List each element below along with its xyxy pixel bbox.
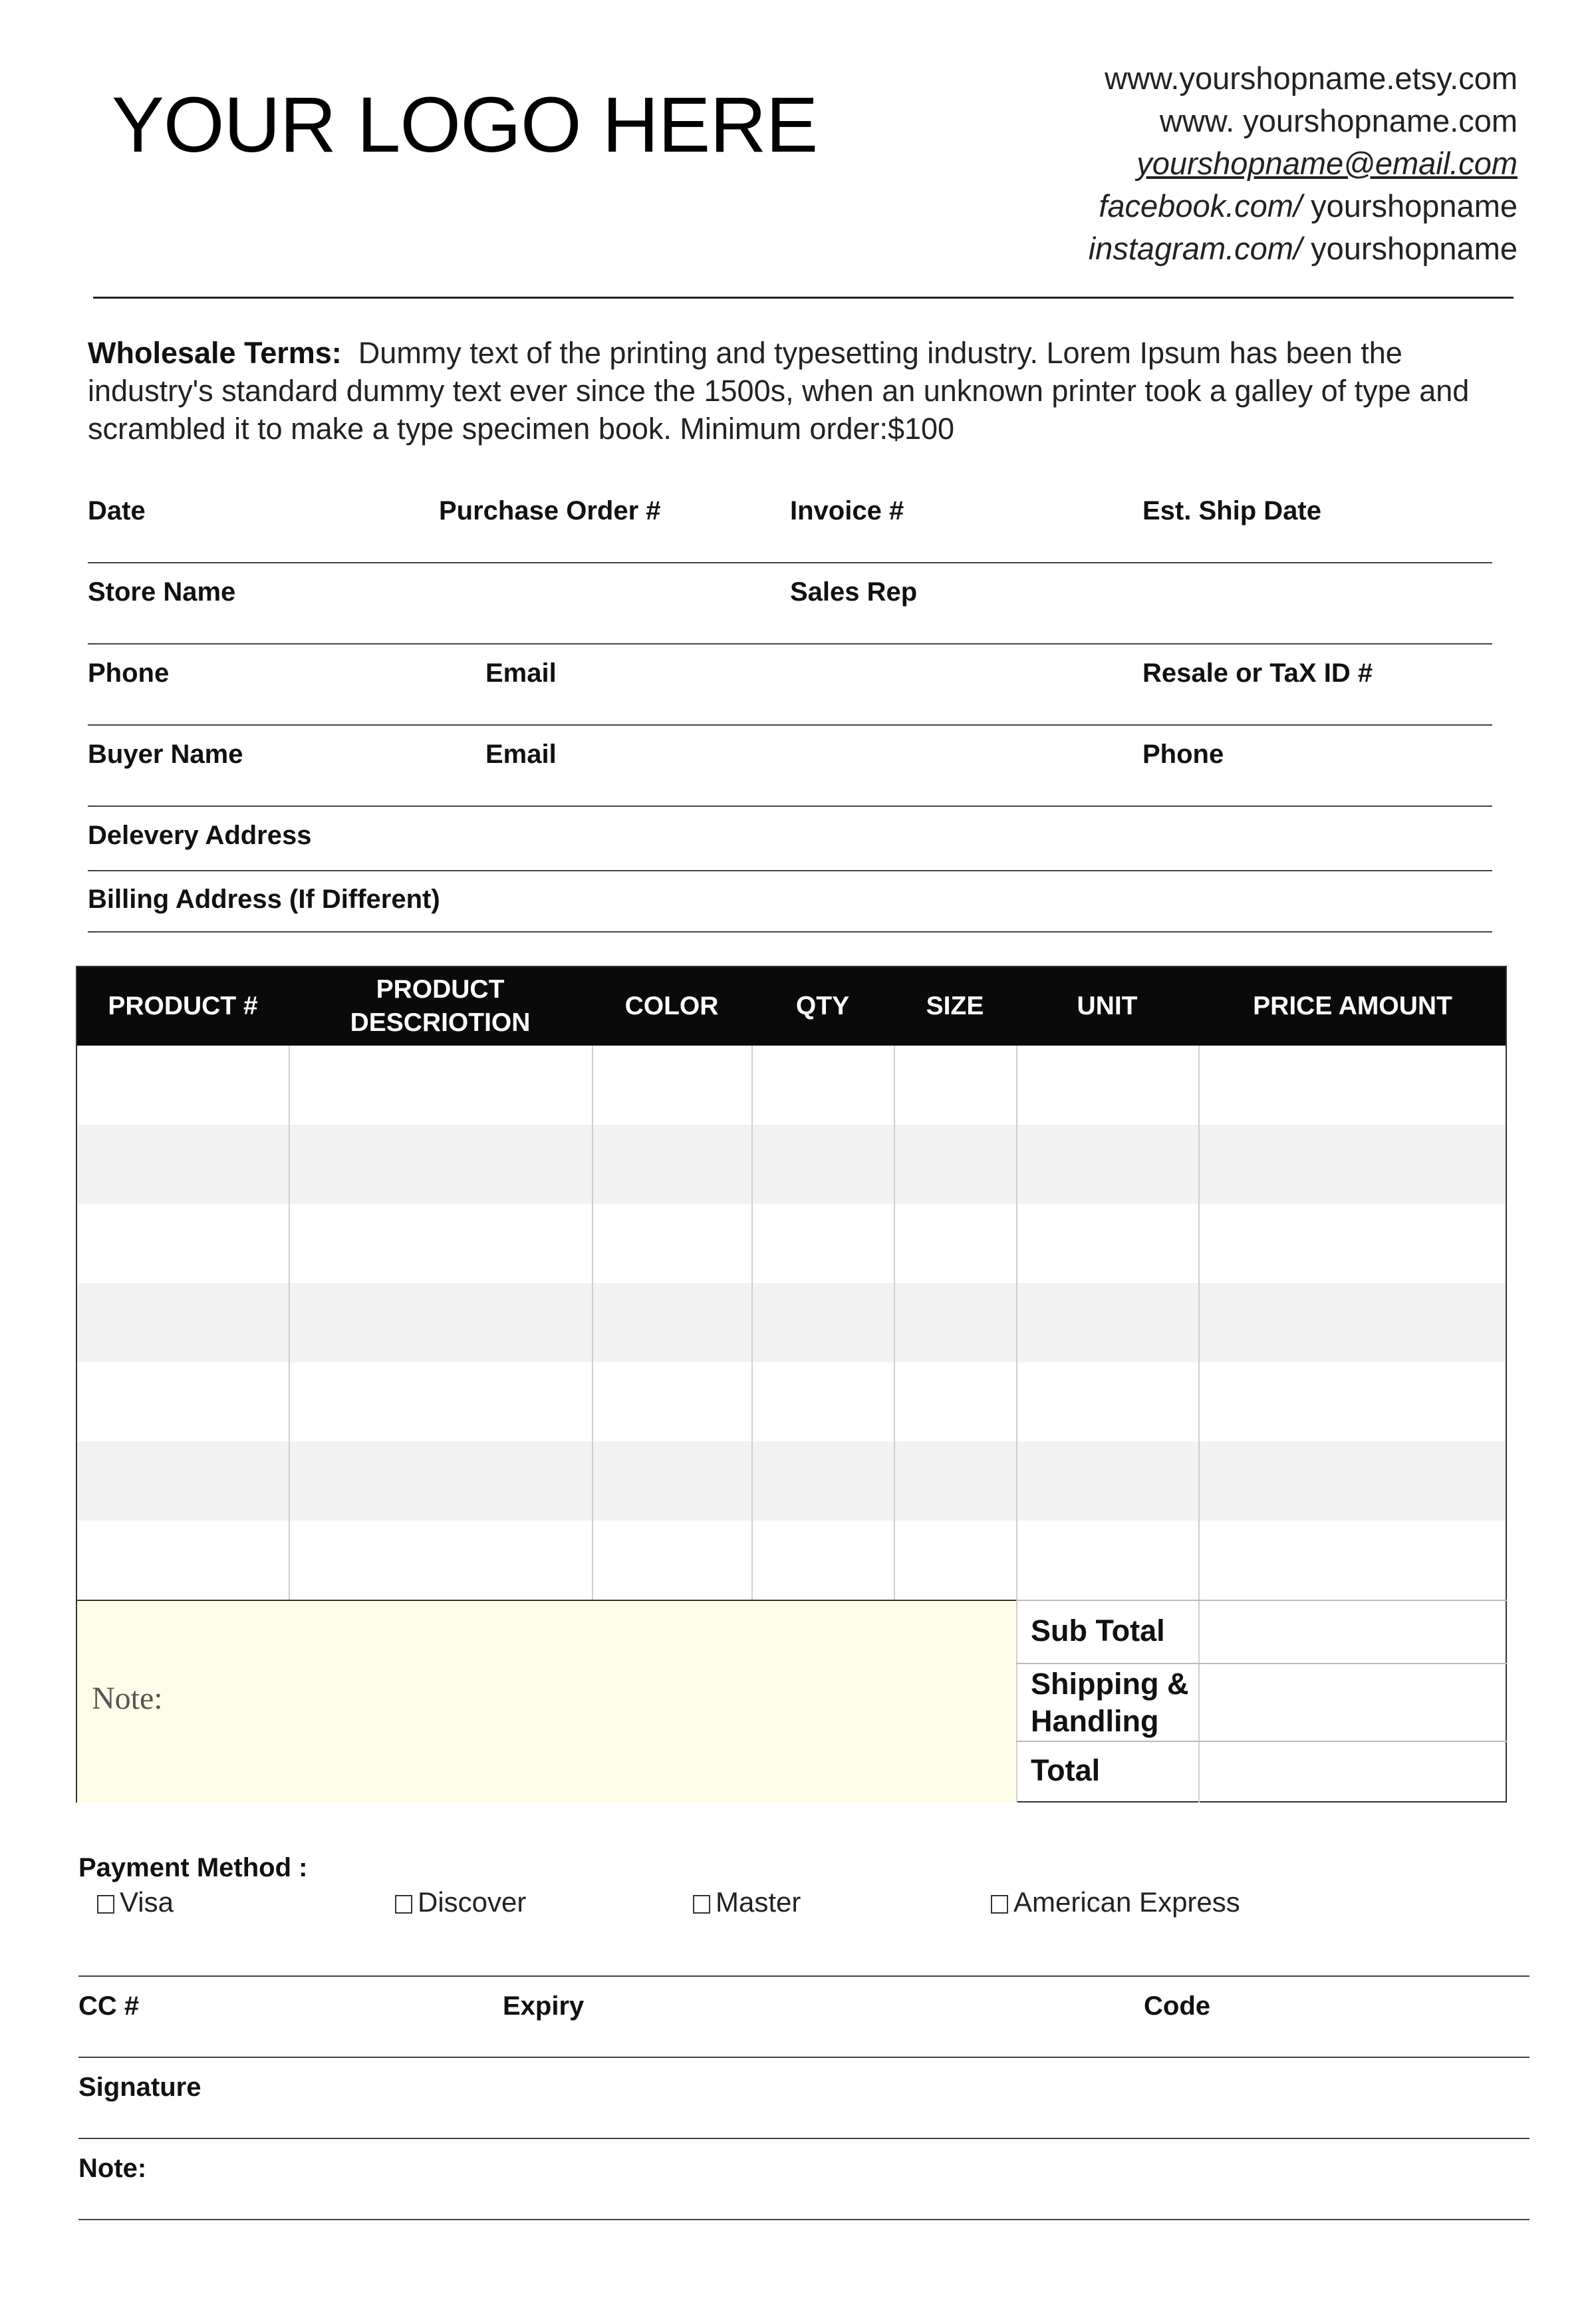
delivery-address-field[interactable]: Delevery Address xyxy=(88,821,312,850)
column-divider xyxy=(289,1046,290,1600)
phone-field[interactable]: Phone xyxy=(88,658,170,688)
column-divider xyxy=(592,1046,593,1600)
ship-date-field[interactable]: Est. Ship Date xyxy=(1142,496,1321,525)
sales-rep-field[interactable]: Sales Rep xyxy=(790,577,918,607)
resale-tax-id-field[interactable]: Resale or TaX ID # xyxy=(1142,658,1373,688)
table-header xyxy=(77,967,1506,1046)
column-divider xyxy=(1198,1046,1200,1803)
divider xyxy=(88,805,1492,807)
header-color: COLOR xyxy=(624,992,719,1020)
table-row[interactable] xyxy=(77,1362,1506,1441)
terms-label: Wholesale Terms: xyxy=(88,336,342,370)
header-product-description: PRODUCT DESCRIOTION xyxy=(350,975,531,1037)
buyer-name-field[interactable]: Buyer Name xyxy=(88,740,243,769)
date-field[interactable]: Date xyxy=(88,496,146,525)
divider xyxy=(88,870,1492,871)
billing-address-field[interactable]: Billing Address (If Different) xyxy=(88,885,440,914)
facebook-link[interactable]: facebook.com/ yourshopname xyxy=(1099,188,1518,223)
total-label: Total xyxy=(1031,1753,1101,1787)
checkbox-icon[interactable] xyxy=(991,1895,1008,1914)
header-size: SIZE xyxy=(926,992,984,1020)
divider xyxy=(78,2138,1530,2139)
payment-option-master[interactable]: Master xyxy=(693,1886,801,1918)
header-unit: UNIT xyxy=(1077,992,1138,1020)
logo-placeholder: YOUR LOGO HERE xyxy=(112,81,818,169)
checkbox-icon[interactable] xyxy=(395,1895,412,1914)
note-area[interactable] xyxy=(77,1600,1016,1803)
checkbox-icon[interactable] xyxy=(693,1895,710,1914)
invoice-field[interactable]: Invoice # xyxy=(790,496,904,525)
buyer-phone-field[interactable]: Phone xyxy=(1142,740,1224,769)
payment-option-discover[interactable]: Discover xyxy=(395,1886,526,1918)
divider xyxy=(78,1975,1530,1977)
contact-block xyxy=(1089,57,1518,270)
table-row[interactable] xyxy=(77,1046,1506,1125)
checkbox-icon[interactable] xyxy=(97,1895,114,1914)
column-divider xyxy=(751,1046,753,1600)
totals-divider xyxy=(1016,1663,1507,1664)
divider xyxy=(78,2219,1530,2220)
divider xyxy=(88,643,1492,645)
header-price-amount: PRICE AMOUNT xyxy=(1253,992,1452,1020)
subtotal-label: Sub Total xyxy=(1031,1614,1165,1648)
expiry-field[interactable]: Expiry xyxy=(503,1991,585,2021)
buyer-email-field[interactable]: Email xyxy=(485,740,557,769)
payment-method-label: Payment Method : xyxy=(78,1853,308,1882)
header-divider xyxy=(93,297,1514,299)
table-row[interactable] xyxy=(77,1283,1506,1362)
purchase-order-field[interactable]: Purchase Order # xyxy=(439,496,661,525)
totals-divider xyxy=(1016,1741,1507,1742)
header-qty: QTY xyxy=(795,992,850,1020)
email-field[interactable]: Email xyxy=(485,658,557,688)
totals-divider xyxy=(1016,1600,1507,1601)
divider xyxy=(88,931,1492,933)
email-link[interactable]: yourshopname@email.com xyxy=(1136,146,1518,181)
cc-number-field[interactable]: CC # xyxy=(78,1991,140,2021)
code-field[interactable]: Code xyxy=(1144,1991,1210,2021)
footer-note-field[interactable]: Note: xyxy=(78,2154,147,2183)
note-top-border xyxy=(77,1600,1016,1601)
terms-text: Dummy text of the printing and typesetting industry. Lorem Ipsum has been the industry's standard dummy text ever since the 1500s, when an unknown printer took a galley of type and scrambled it to make a type specimen book. Minimum order:$100 xyxy=(88,336,1470,446)
store-name-field[interactable]: Store Name xyxy=(88,577,236,607)
table-row[interactable] xyxy=(77,1204,1506,1283)
payment-option-visa[interactable]: Visa xyxy=(97,1886,174,1918)
table-row[interactable] xyxy=(77,1125,1506,1204)
signature-field[interactable]: Signature xyxy=(78,2073,201,2102)
table-row[interactable] xyxy=(77,1441,1506,1521)
shipping-handling-label: Shipping & Handling xyxy=(1031,1667,1189,1738)
website-link[interactable]: www. yourshopname.com xyxy=(1159,103,1518,138)
table-note-label: Note: xyxy=(92,1681,163,1716)
payment-option-amex[interactable]: American Express xyxy=(991,1886,1240,1918)
etsy-link[interactable]: www.yourshopname.etsy.com xyxy=(1105,61,1518,96)
divider xyxy=(78,2057,1530,2058)
header-product-number: PRODUCT # xyxy=(108,992,258,1020)
divider xyxy=(88,724,1492,726)
divider xyxy=(88,562,1492,563)
wholesale-terms xyxy=(88,334,1524,448)
product-table xyxy=(76,966,1507,1803)
instagram-link[interactable]: instagram.com/ yourshopname xyxy=(1088,231,1518,266)
table-row[interactable] xyxy=(77,1521,1506,1600)
column-divider xyxy=(1016,1046,1017,1803)
column-divider xyxy=(894,1046,895,1600)
